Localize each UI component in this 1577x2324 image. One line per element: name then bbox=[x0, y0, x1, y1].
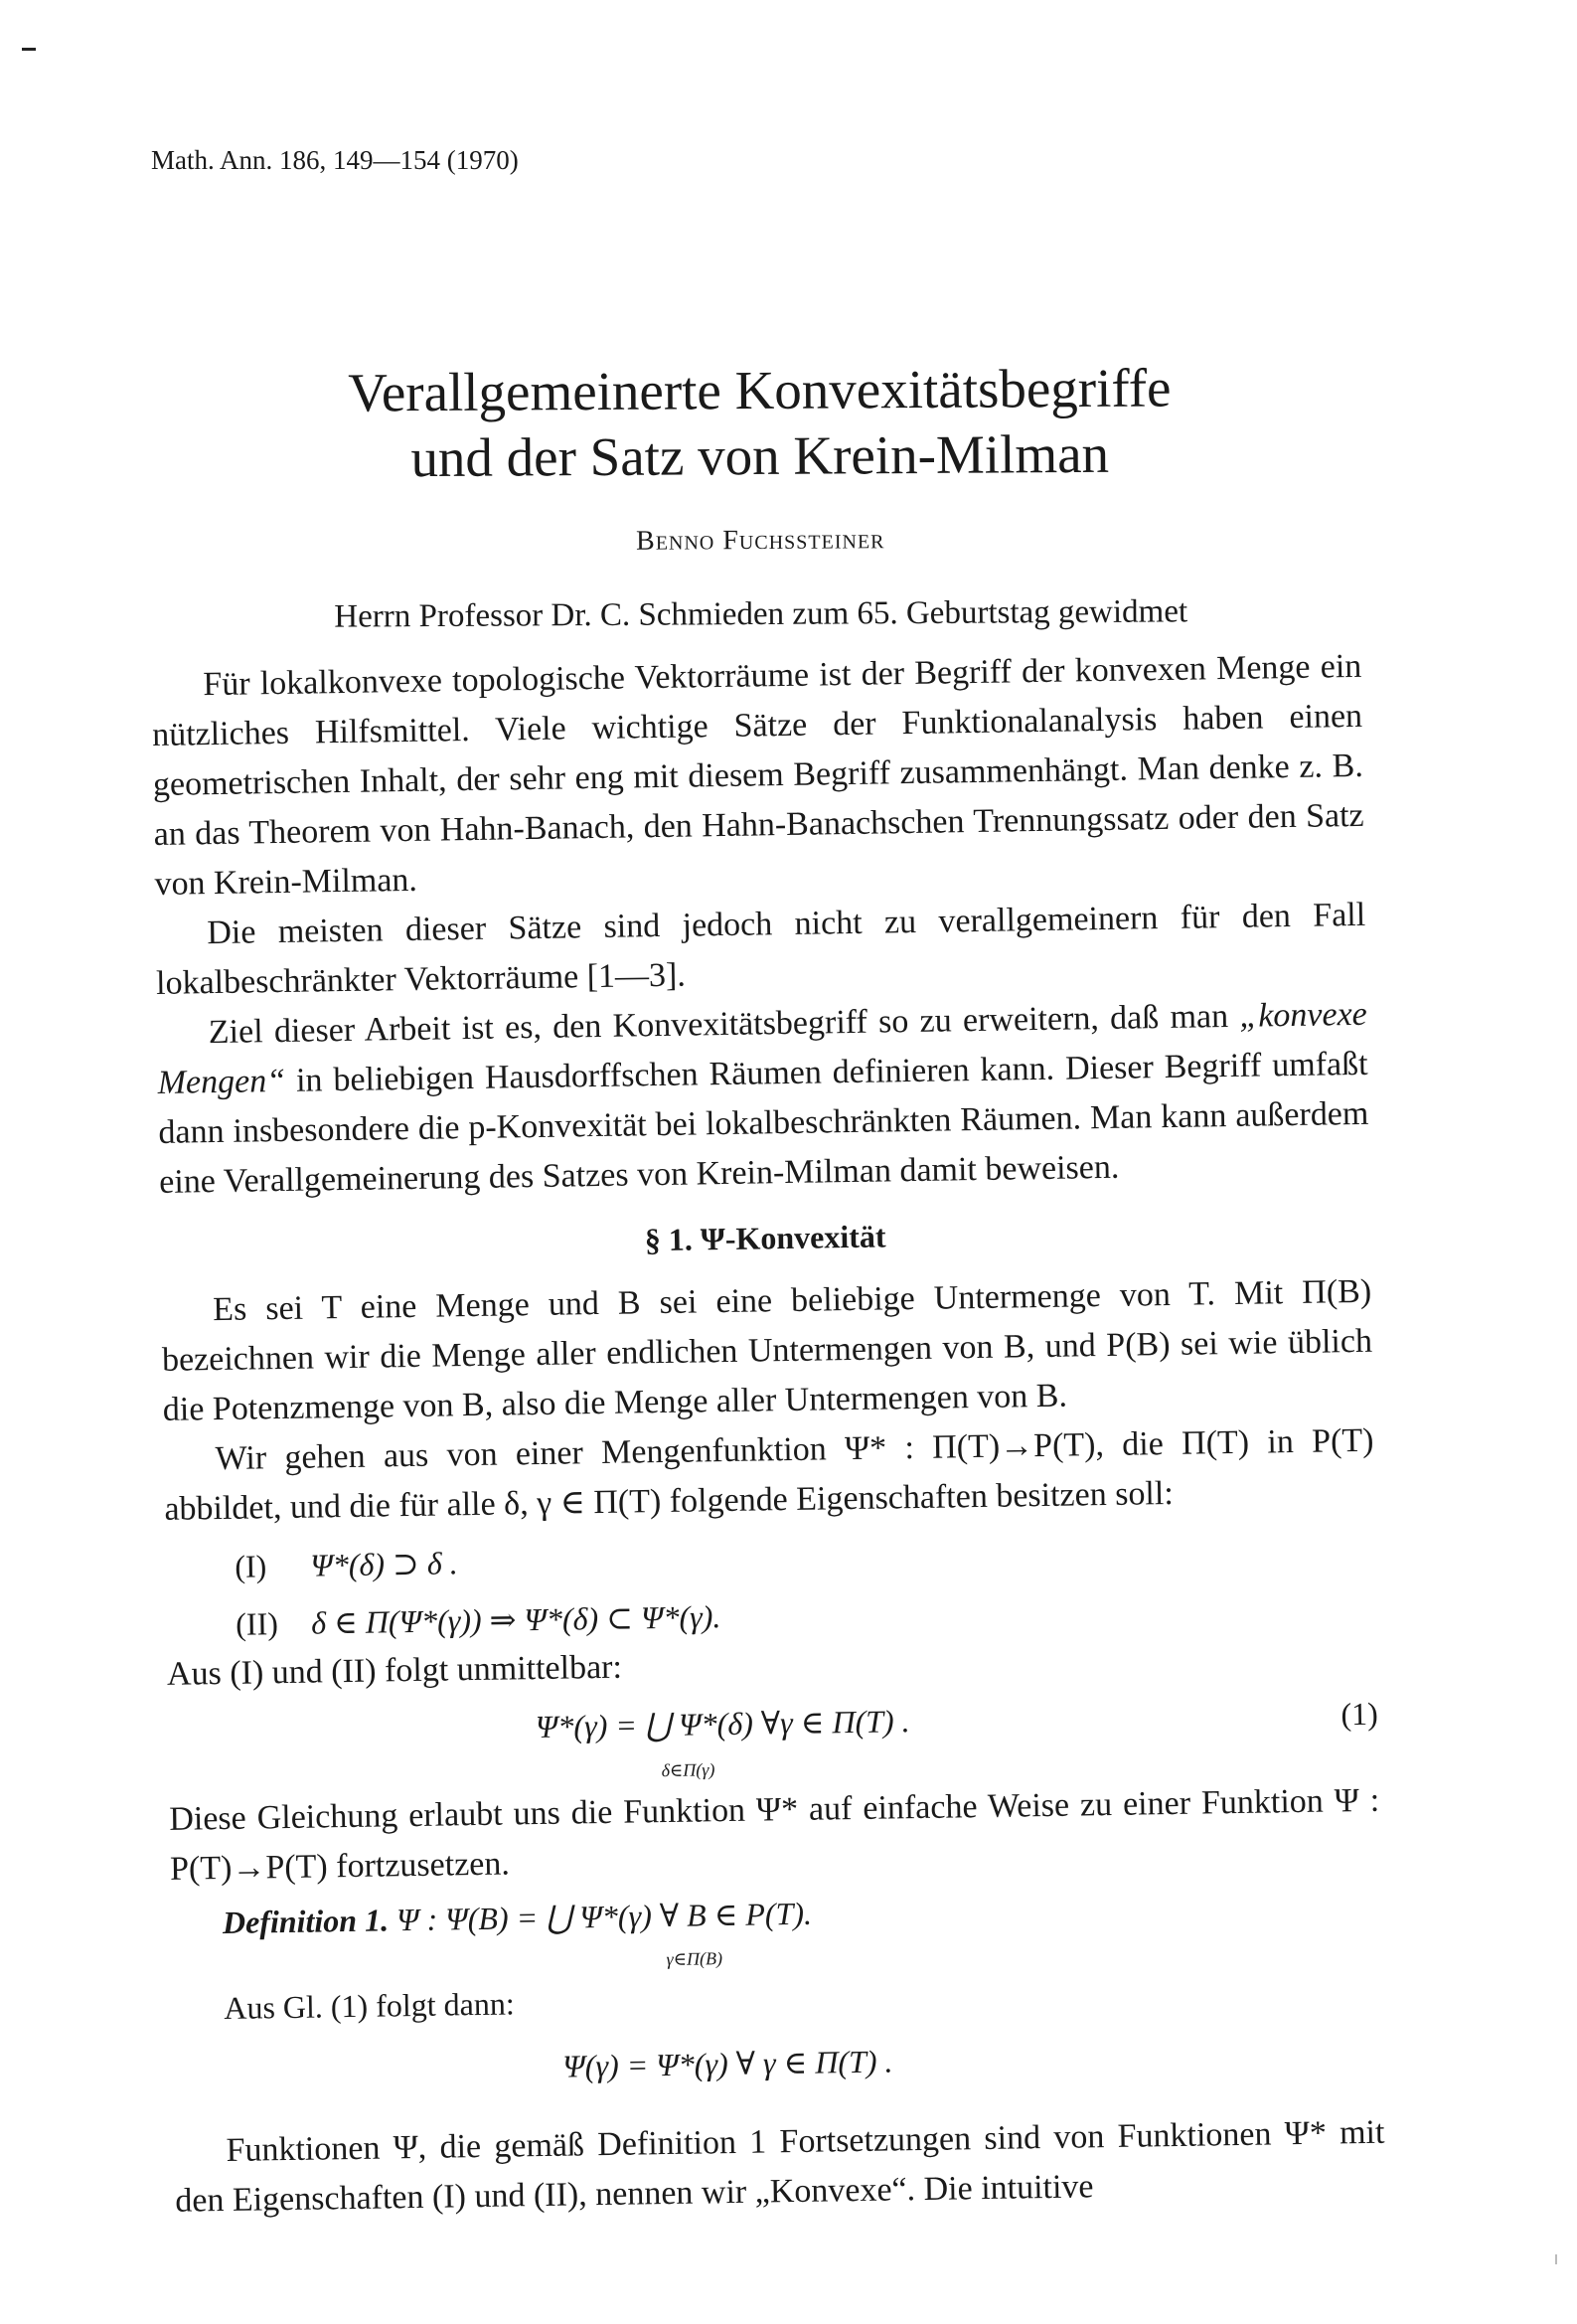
page-mark bbox=[22, 48, 36, 51]
equation-1-number: (1) bbox=[1340, 1695, 1379, 1733]
definition-1-formula: Ψ : Ψ(B) = ⋃ Ψ*(γ) ∀ B ∈ P(T). bbox=[388, 1895, 813, 1938]
paper-title-line2: und der Satz von Krein-Milman bbox=[410, 422, 1110, 489]
equation-1-formula: Ψ*(γ) = ⋃ Ψ*(δ) ∀γ ∈ Π(T) . bbox=[535, 1703, 910, 1745]
condition-II-formula: δ ∈ Π(Ψ*(γ)) ⇒ Ψ*(δ) ⊂ Ψ*(γ). bbox=[310, 1598, 721, 1641]
definition-1-label: Definition 1. bbox=[222, 1902, 390, 1941]
journal-citation: Math. Ann. 186, 149—154 (1970) bbox=[151, 145, 519, 175]
title-block bbox=[0, 353, 1521, 637]
intro-paragraph-3-a: Ziel dieser Arbeit ist es, den Konvexitätsbegriff so zu erweitern, daß man bbox=[208, 997, 1240, 1052]
section-paragraph-3: Aus (I) und (II) folgt unmittelbar: bbox=[166, 1648, 623, 1693]
equation-1-subscript: δ∈Π(γ) bbox=[661, 1759, 715, 1781]
author: Benno Fuchssteiner bbox=[635, 524, 885, 557]
section-paragraph-4: Diese Gleichung erlaubt uns die Funktion Ψ* auf einfache Weise zu einer Funktion Ψ : P(T)→P(T) fortzusetzen. bbox=[169, 1781, 1380, 1888]
condition-I-label: (I) bbox=[235, 1548, 267, 1584]
intro-paragraph-3-b: in beliebigen Hausdorffschen Räumen definieren kann. Dieser Begriff umfaßt dann insbesondere die p-Konvexität bei lokalbeschränkten Räumen. Man kann außerdem eine Verallgemeinerung des Satzes von Krein-Milman damit beweisen. bbox=[158, 1045, 1369, 1201]
section-paragraph-6: Funktionen Ψ, die gemäß Definition 1 Fortsetzungen sind von Funktionen Ψ* mit den Eigenschaften (I) und (II), nennen wir „Konvexe“. Die intuitive bbox=[175, 2113, 1385, 2220]
definition-1-subscript: γ∈Π(B) bbox=[666, 1948, 723, 1970]
section-paragraph-2: Wir gehen aus von einer Mengenfunktion Ψ* : Π(T)→P(T), die Π(T) in P(T) abbildet, und die für alle δ, γ ∈ Π(T) folgende Eigenschaften besitzen soll: bbox=[164, 1421, 1374, 1528]
intro-paragraph-3 bbox=[156, 990, 1369, 1208]
condition-I-formula: Ψ*(δ) ⊃ δ . bbox=[310, 1545, 458, 1583]
intro-paragraph-2: Die meisten dieser Sätze sind jedoch nicht zu verallgemeinern für den Fall lokalbeschränkter Vektorräume [1—3]. bbox=[155, 896, 1366, 1002]
paper-title-line1: Verallgemeinerte Konvexitätsbegriffe bbox=[348, 357, 1172, 423]
section-paragraph-5: Aus Gl. (1) folgt dann: bbox=[224, 1985, 515, 2027]
intro-paragraph-3-emphasis: „konvexe Mengen“ bbox=[157, 995, 1368, 1101]
section-paragraph-1: Es sei T eine Menge und B sei eine beliebige Untermenge von T. Mit Π(B) bezeichnen wir die Menge aller endlichen Untermengen von B, und P(B) sei wie üblich die Potenzmenge von B, also die Menge aller Untermengen von B. bbox=[161, 1272, 1373, 1428]
scan-mark bbox=[1555, 2254, 1557, 2264]
intro-paragraph-1: Für lokalkonvexe topologische Vektorräume ist der Begriff der konvexen Menge ein nützliches Hilfsmittel. Viele wichtige Sätze der Funktionalanalysis haben einen geometrischen Inhalt, der sehr eng mit diesem Begriff zusammenhängt. Man denke z. B. an das Theorem von Hahn-Banach, den Hahn-Banachschen Trennungssatz oder den Satz von Krein-Milman. bbox=[151, 647, 1364, 903]
equation-2: Ψ(γ) = Ψ*(γ) ∀ γ ∈ Π(T) . bbox=[561, 2043, 893, 2084]
body-text bbox=[151, 642, 1386, 2227]
section-heading: § 1. Ψ-Konvexität bbox=[644, 1218, 886, 1258]
condition-I bbox=[235, 1524, 1376, 1591]
equation-1 bbox=[168, 1689, 1379, 1787]
dedication: Herrn Professor Dr. C. Schmieden zum 65. Geburtstag gewidmet bbox=[334, 593, 1188, 635]
condition-II-label: (II) bbox=[235, 1605, 279, 1642]
definition-1 bbox=[223, 1880, 1382, 1973]
